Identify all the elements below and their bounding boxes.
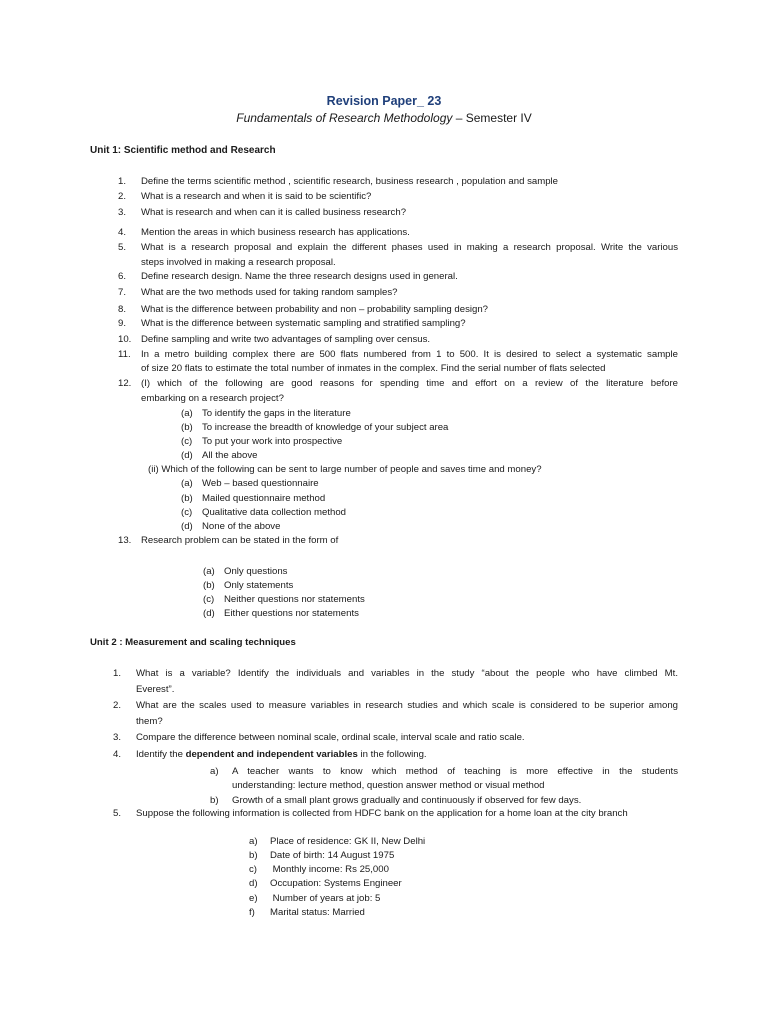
list-item: f) Marital status: Married — [249, 907, 365, 918]
page-subtitle — [0, 110, 768, 126]
subtitle-semester: – Semester IV — [452, 111, 532, 125]
list-item: (c) Qualitative data collection method — [181, 507, 346, 518]
list-item: (c) To put your work into prospective — [181, 436, 343, 447]
list-item: (b) Only statements — [203, 580, 294, 591]
list-item: e) Number of years at job: 5 — [249, 893, 381, 904]
unit1-heading: Unit 1: Scientific method and Research — [90, 145, 276, 156]
sub-question: (ii) Which of the following can be sent to large number of people and saves time and money? — [148, 464, 542, 475]
document-page: Revision Paper_ 23 Fundamentals of Research Methodology – Semester IV Unit 1: Scientific method and Research 1. Define the terms scientific method , scientific research, business research , population and sample 2. What is a research and when it is said to be scientific? 3. What is research and when can it is called business research? 4. Mention the areas in which business research has applications. 5. What is a research proposal and explain the different phases used in making a research proposal. Write the various steps involved in making a research proposal. 6. Define research design. Name the three research designs used in general. 7. What are the two methods used for taking random samples? 8. What is the difference between probability and non – probability sampling design? 9. What is the difference between systematic sampling and stratified sampling? 10. Define sampling and write two advantages of sampling over census. 11. In a metro building complex there are 500 flats numbered from 1 to 500. It is desired to select a systematic sample of size 20 flats to estimate the total number of inmates in the complex. Find the serial number of flats selected 12. (I) which of the following are good reasons for spending time and effort on a review of the literature before embarking on a research project? (a) To identify the gaps in the literature (b) To increase the breadth of knowledge of your subject area (c) To put your work into prospective (d) All the above (ii) Which of the following can be sent to large number of people and saves time and money? (a) Web – based questionnaire (b) Mailed questionnaire method (c) Qualitative data collection method (d) None of the above 13. Research problem can be stated in the form of (a) Only questions (b) Only statements (c) Neither questions nor statements (d) Either questions nor statements Unit 2 : Measurement and scaling techniques 1. What is a variable? Identify the individuals and variables in the study “about the people who have climbed Mt. Everest”. 2. What are the scales used to measure variables in research studies and which scale is considered to be superior among them? 3. Compare the difference between nominal scale, ordinal scale, interval scale and ratio scale. 4. Identify the dependent and independent variables in the following. a) A teacher wants to know which method of teaching is more effective in the students understanding: lecture method, question answer method or visual method b) Growth of a small plant grows gradually and continuously if observed for few days. 5. Suppose the following information is collected from HDFC bank on the application for a home loan at the city branch a) Place of residence: GK II, New Delhi b) Date of birth: 14 August 1975 c) Monthly income: Rs 25,000 d) Occupation: Systems Engineer e) Number of years at job: 5 f) Marital status: Married — [0, 0, 768, 1024]
page-title: Revision Paper_ 23 — [326, 94, 442, 108]
list-item: (b) To increase the breadth of knowledge of your subject area — [181, 422, 449, 433]
list-item: (d) Either questions nor statements — [203, 608, 359, 619]
list-item: b) Date of birth: 14 August 1975 — [249, 850, 395, 861]
list-item: (d) All the above — [181, 450, 258, 461]
unit2-heading: Unit 2 : Measurement and scaling techniques — [90, 637, 296, 648]
list-item: (d) None of the above — [181, 521, 281, 532]
list-item: d) Occupation: Systems Engineer — [249, 878, 402, 889]
list-item: (a) Only questions — [203, 566, 288, 577]
list-item: (a) Web – based questionnaire — [181, 478, 319, 489]
emphasis: dependent and independent variables — [185, 749, 358, 760]
list-item: (b) Mailed questionnaire method — [181, 493, 326, 504]
subtitle-course: Fundamentals of Research Methodology — [236, 111, 453, 125]
list-item: (a) To identify the gaps in the literature — [181, 408, 351, 419]
list-item: c) Monthly income: Rs 25,000 — [249, 864, 389, 875]
list-item: a) Place of residence: GK II, New Delhi — [249, 836, 426, 847]
list-item: (c) Neither questions nor statements — [203, 594, 365, 605]
